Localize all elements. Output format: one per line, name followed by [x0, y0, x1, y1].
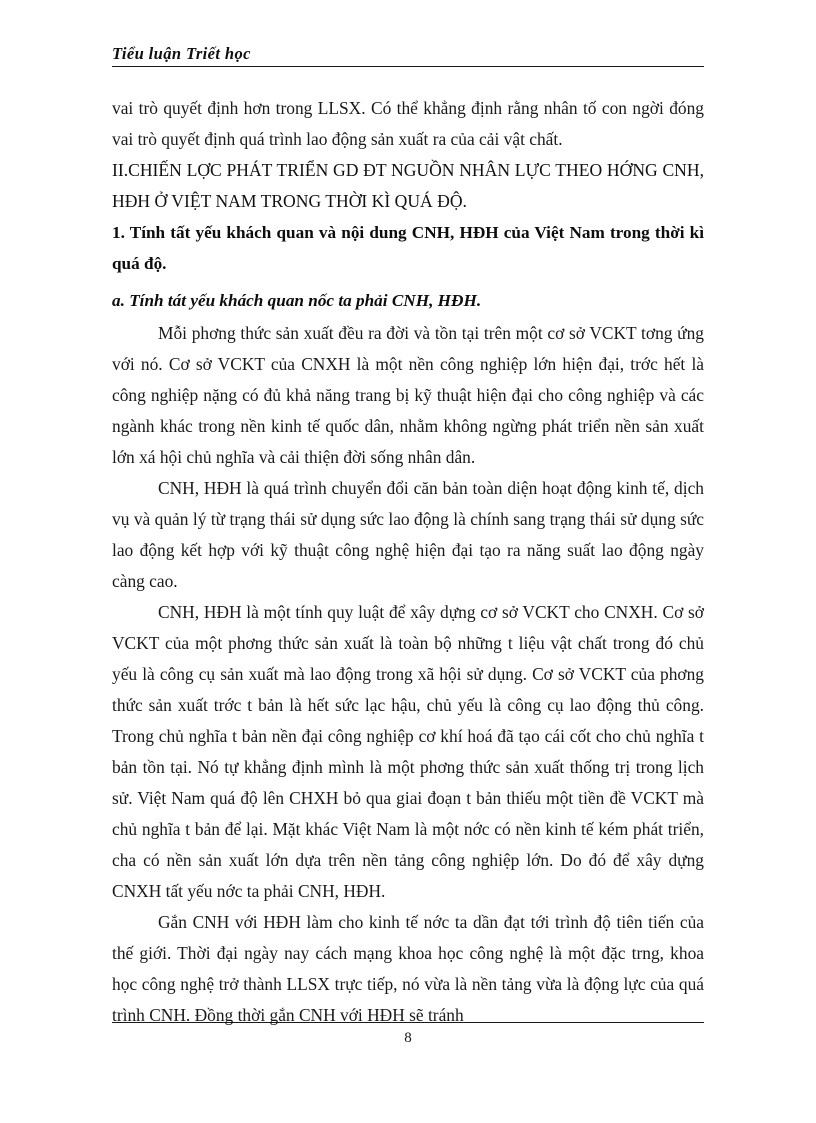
document-body — [112, 93, 704, 1031]
page-content — [112, 44, 704, 1031]
paragraph-cnh-hdh-definition: CNH, HĐH là quá trình chuyển đổi căn bản toàn diện hoạt động kinh tế, dịch vụ và quản lý từ trạng thái sử dụng sức lao động là chính sang trạng thái sử dụng sức lao động kết hợp với kỹ thuật công nghệ hiện đại tạo ra năng suất lao động ngày càng cao. — [112, 478, 704, 591]
paragraph-gan-cnh-hdh: Gắn CNH với HĐH làm cho kinh tế nớc ta dần đạt tới trình độ tiên tiến của thế giới. Thời đại ngày nay cách mạng khoa học công nghệ là một đặc trng, khoa học công nghệ trở thành LLSX trực tiếp, nó vừa là nền tảng vừa là động lực của quá trình CNH. Đồng thời gắn CNH với HĐH sẽ tránh — [112, 912, 704, 1025]
footer-divider — [112, 1022, 704, 1023]
paragraph-vckt: Mỗi phơng thức sản xuất đều ra đời và tồn tại trên một cơ sở VCKT tơng ứng với nó. Cơ sở VCKT của CNXH là một nền công nghiệp lớn hiện đại, trớc hết là công nghiệp nặng có đủ khả năng trang bị kỹ thuật hiện đại cho công nghiệp và các ngành khác trong nền kinh tế quốc dân, nhằm không ngừng phát triển nền sản xuất lớn xá hội chủ nghĩa và cải thiện đời sống nhân dân. — [112, 323, 704, 467]
document-header-title: Tiểu luận Triết học — [112, 44, 251, 63]
document-footer — [112, 1022, 704, 1047]
section-heading-ii: II.CHIẾN LỢC PHÁT TRIỂN GD ĐT NGUỒN NHÂN LỰC THEO HỚNG CNH, HĐH Ở VIỆT NAM TRONG THỜI KÌ QUÁ ĐỘ. — [112, 160, 704, 211]
paragraph-cnh-hdh-law: CNH, HĐH là một tính quy luật để xây dựng cơ sở VCKT cho CNXH. Cơ sở VCKT của một phơng thức sản xuất là toàn bộ những t liệu vật chất trong đó chủ yếu là công cụ sản xuất mà lao động trong xã hội sử dụng. Cơ sở VCKT của phơng thức sản xuất trớc t bản là hết sức lạc hậu, chủ yếu là công cụ lao động thủ công. Trong chủ nghĩa t bản nền đại công nghiệp cơ khí hoá đã tạo cái cốt cho chủ nghĩa t bản tồn tại. Nó tự khẳng định mình là một phơng thức sản xuất thống trị trong lịch sử. Việt Nam quá độ lên CHXH bỏ qua giai đoạn t bản thiếu một tiền đề VCKT mà chủ nghĩa t bản để lại. Mặt khác Việt Nam là một nớc có nền kinh tế kém phát triển, cha có nền sản xuất lớn dựa trên nền tảng công nghiệp lớn. Do đó để xây dựng CNXH tất yếu nớc ta phải CNH, HĐH. — [112, 602, 704, 901]
section-heading-1: 1. Tính tất yếu khách quan và nội dung CNH, HĐH của Việt Nam trong thời kì quá độ. — [112, 223, 704, 273]
section-heading-a: a. Tính tát yếu khách quan nốc ta phải CNH, HĐH. — [112, 291, 482, 310]
paragraph-opening: vai trò quyết định hơn trong LLSX. Có thể khẳng định rằng nhân tố con ngời đóng vai trò quyết định quá trình lao động sản xuất ra của cải vật chất. — [112, 98, 704, 149]
page-number: 8 — [404, 1030, 412, 1046]
header-divider — [112, 66, 704, 67]
